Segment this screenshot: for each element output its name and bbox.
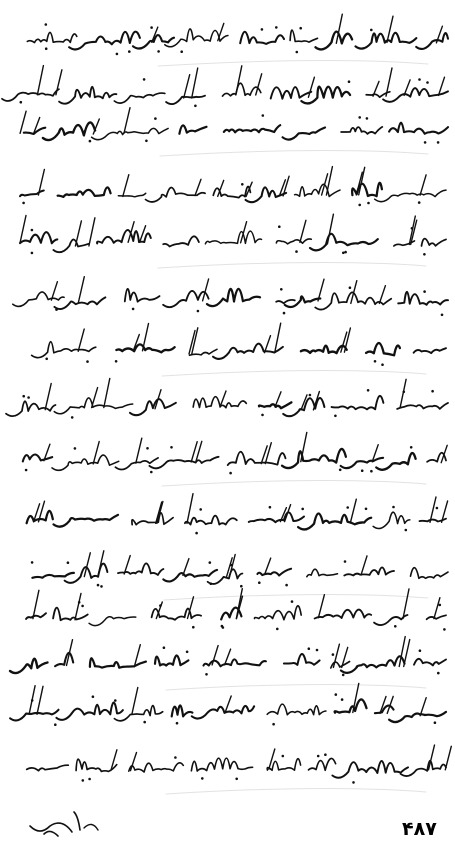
page-number: ۴۸۷ — [402, 818, 437, 840]
